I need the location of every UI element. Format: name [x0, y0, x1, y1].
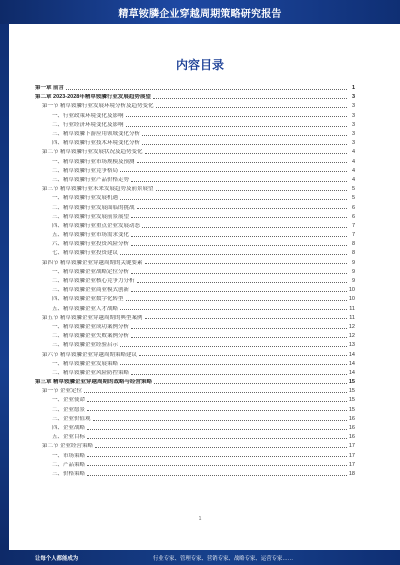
toc-page-number: 15 — [348, 406, 355, 413]
toc-dot-leader — [87, 429, 347, 430]
toc-dot-leader — [142, 144, 347, 145]
toc-entry[interactable] — [35, 459, 355, 468]
toc-entry[interactable] — [35, 348, 355, 357]
toc-page-number: 4 — [351, 176, 355, 183]
toc-entry-label: 一、企业使命 — [52, 397, 86, 404]
toc-entry-label: 二、精草铵膦行业竞争格局 — [52, 167, 119, 174]
toc-dot-leader — [145, 263, 347, 264]
toc-dot-leader — [120, 364, 347, 365]
toc-entry[interactable] — [35, 266, 355, 275]
toc-entry[interactable] — [35, 211, 355, 220]
toc-entry[interactable] — [35, 192, 355, 201]
toc-page-number: 1 — [351, 85, 355, 92]
toc-entry[interactable] — [35, 174, 355, 183]
toc-entry-label: 五、精草铵膦行业市场需求变化 — [52, 232, 130, 239]
toc-dot-leader — [142, 227, 347, 228]
toc-entry[interactable] — [35, 450, 355, 459]
toc-entry-label: 二、精草铵膦企业失败案例分析 — [52, 333, 130, 340]
toc-page-number: 15 — [348, 379, 355, 386]
toc-dot-leader — [120, 254, 347, 255]
toc-dot-leader — [87, 401, 347, 402]
toc-dot-leader — [131, 337, 347, 338]
toc-page-number: 8 — [351, 241, 355, 248]
toc-entry[interactable] — [35, 376, 355, 385]
toc-dot-leader — [131, 236, 347, 237]
toc-entry-label: 第六节 精草铵膦企业穿越周期策略建议 — [42, 351, 138, 358]
toc-dot-leader — [120, 346, 347, 347]
toc-entry[interactable] — [35, 385, 355, 394]
toc-page-number: 14 — [348, 351, 355, 358]
toc-entry[interactable] — [35, 165, 355, 174]
toc-dot-leader — [66, 89, 347, 90]
toc-dot-leader — [137, 208, 347, 209]
toc-page-number: 16 — [348, 415, 355, 422]
toc-entry[interactable] — [35, 238, 355, 247]
toc-dot-leader — [131, 217, 347, 218]
toc-dot-leader — [87, 438, 347, 439]
toc-entry-label: 第一节 企业定位 — [42, 388, 83, 395]
toc-entry-label: 一、精草铵膦企业战略定位分析 — [52, 268, 130, 275]
toc-page-number: 17 — [348, 452, 355, 459]
toc-page-number: 9 — [351, 268, 355, 275]
toc-entry-label: 一、行业政策环境变化及影响 — [52, 112, 124, 119]
toc-entry-label: 三、精草铵膦企业经验启示 — [52, 342, 119, 349]
toc-entry-label: 四、精草铵膦企业数字化转型 — [52, 296, 124, 303]
toc-page-number: 11 — [349, 314, 355, 321]
toc-page-number: 6 — [351, 213, 355, 220]
toc-entry[interactable] — [35, 431, 355, 440]
report-header — [0, 0, 400, 24]
table-of-contents — [35, 82, 355, 477]
toc-entry[interactable] — [35, 82, 355, 91]
toc-entry[interactable] — [35, 137, 355, 146]
toc-entry-label: 二、企业愿景 — [52, 406, 86, 413]
toc-entry-label: 二、产品策略 — [52, 461, 86, 468]
toc-entry[interactable] — [35, 128, 355, 137]
toc-page-number: 4 — [351, 158, 355, 165]
toc-entry[interactable] — [35, 468, 355, 477]
toc-entry[interactable] — [35, 321, 355, 330]
toc-page-number: 15 — [348, 388, 355, 395]
toc-entry-label: 第三章 精草铵膦企业穿越周期的战略与经营策略 — [35, 379, 153, 386]
toc-entry[interactable] — [35, 293, 355, 302]
toc-entry-label: 三、精草铵膦企业商业模式创新 — [52, 287, 130, 294]
toc-entry-label: 二、精草铵膦企业核心竞争力分析 — [52, 278, 135, 285]
toc-dot-leader — [126, 300, 347, 301]
toc-dot-leader — [153, 98, 347, 99]
toc-dot-leader — [95, 447, 347, 448]
toc-page-number: 7 — [351, 222, 355, 229]
toc-page-number: 5 — [351, 195, 355, 202]
footer-right-text: 行业专家、管理专家、营销专家、战略专家、运营专家…… — [153, 555, 294, 562]
toc-entry-label: 第一节 精草铵膦行业发展环境分析及趋势变化 — [42, 103, 154, 110]
toc-page-number: 4 — [351, 167, 355, 174]
toc-entry-label: 二、精草铵膦企业风险防控策略 — [52, 369, 130, 376]
toc-entry-label: 三、企业价值观 — [52, 415, 91, 422]
toc-entry[interactable] — [35, 440, 355, 449]
toc-entry[interactable] — [35, 312, 355, 321]
toc-entry-label: 一、精草铵膦企业发展策略 — [52, 360, 119, 367]
toc-page-number: 8 — [351, 250, 355, 257]
toc-entry[interactable] — [35, 156, 355, 165]
toc-page-number: 5 — [351, 186, 355, 193]
toc-page-number: 3 — [351, 140, 355, 147]
report-footer — [0, 550, 400, 565]
toc-entry[interactable] — [35, 284, 355, 293]
toc-dot-leader — [84, 392, 347, 393]
toc-entry-label: 第二章 2023-2028年精草铵膦行业发展趋势展望 — [35, 94, 151, 101]
toc-entry[interactable] — [35, 404, 355, 413]
toc-page-number: 16 — [348, 434, 355, 441]
toc-entry-label: 二、行业经济环境变化及影响 — [52, 121, 124, 128]
toc-entry[interactable] — [35, 330, 355, 339]
toc-dot-leader — [137, 162, 347, 163]
toc-entry-label: 一、精草铵膦行业市场规模及预测 — [52, 158, 135, 165]
toc-dot-leader — [156, 107, 347, 108]
toc-entry-label: 一、精草铵膦行业发展机遇 — [52, 195, 119, 202]
toc-page-number: 3 — [351, 94, 355, 101]
toc-dot-leader — [87, 465, 347, 466]
toc-dot-leader — [131, 374, 347, 375]
toc-entry-label: 三、精草铵膦下游应用领域变化分析 — [52, 131, 141, 138]
toc-dot-leader — [126, 126, 347, 127]
toc-entry-label: 第四节 精草铵膦企业穿越周期的关键要素 — [42, 259, 143, 266]
toc-entry[interactable] — [35, 146, 355, 155]
toc-entry[interactable] — [35, 358, 355, 367]
toc-page-number: 13 — [348, 342, 355, 349]
toc-entry-label: 二、精草铵膦行业发展面临的挑战 — [52, 204, 135, 211]
toc-dot-leader — [156, 190, 347, 191]
toc-title: 内容目录 — [175, 58, 224, 72]
toc-entry-label: 三、精草铵膦行业产品价格走势 — [52, 176, 130, 183]
toc-dot-leader — [145, 318, 347, 319]
toc-dot-leader — [131, 181, 347, 182]
toc-dot-leader — [87, 456, 347, 457]
toc-dot-leader — [131, 328, 347, 329]
toc-entry[interactable] — [35, 394, 355, 403]
toc-page-number: 18 — [348, 470, 355, 477]
toc-dot-leader — [93, 420, 347, 421]
toc-entry-label: 六、精草铵膦行业投资风险分析 — [52, 241, 130, 248]
toc-entry[interactable] — [35, 275, 355, 284]
toc-entry[interactable] — [35, 367, 355, 376]
toc-dot-leader — [87, 475, 347, 476]
toc-entry-label: 七、精草铵膦行业投资建议 — [52, 250, 119, 257]
toc-page-number: 14 — [348, 369, 355, 376]
toc-entry[interactable] — [35, 100, 355, 109]
toc-page-number: 15 — [348, 397, 355, 404]
toc-dot-leader — [120, 309, 347, 310]
toc-dot-leader — [139, 355, 347, 356]
toc-page-number: 3 — [351, 121, 355, 128]
toc-entry-label: 四、企业战略 — [52, 425, 86, 432]
toc-dot-leader — [137, 282, 347, 283]
toc-entry-label: 一、精草铵膦企业成功案例分析 — [52, 323, 130, 330]
toc-entry-label: 一、市场策略 — [52, 452, 86, 459]
toc-entry-label: 第二节 企业经营策略 — [42, 443, 94, 450]
toc-entry[interactable] — [35, 303, 355, 312]
toc-page-number: 10 — [348, 287, 355, 294]
toc-entry-label: 四、精草铵膦行业技术环境变化分析 — [52, 140, 141, 147]
toc-entry[interactable] — [35, 339, 355, 348]
toc-entry[interactable] — [35, 229, 355, 238]
toc-page-number: 14 — [348, 360, 355, 367]
page-number: 1 — [198, 516, 202, 522]
toc-dot-leader — [145, 153, 347, 154]
toc-entry-label: 五、精草铵膦企业人才战略 — [52, 305, 119, 312]
toc-entry[interactable] — [35, 257, 355, 266]
toc-entry-label: 五、企业目标 — [52, 434, 86, 441]
toc-entry[interactable] — [35, 110, 355, 119]
report-title: 精草铵膦企业穿越周期策略研究报告 — [118, 8, 282, 20]
toc-entry[interactable] — [35, 119, 355, 128]
left-blue-rail — [0, 24, 9, 550]
toc-entry[interactable] — [35, 247, 355, 256]
toc-page-number: 16 — [348, 425, 355, 432]
toc-entry[interactable] — [35, 220, 355, 229]
toc-entry-label: 第三节 精草铵膦行业未来发展趋势及前景展望 — [42, 186, 154, 193]
toc-page-number: 3 — [351, 131, 355, 138]
toc-page-number: 6 — [351, 204, 355, 211]
footer-left-text: 让每个人都能成为 — [35, 555, 79, 562]
toc-page-number: 4 — [351, 149, 355, 156]
toc-dot-leader — [131, 245, 347, 246]
toc-dot-leader — [131, 273, 347, 274]
toc-dot-leader — [126, 116, 347, 117]
toc-page-number: 9 — [351, 278, 355, 285]
toc-entry-label: 第二节 精草铵膦行业发展状况及趋势变化 — [42, 149, 143, 156]
toc-entry-label: 三、价格策略 — [52, 470, 86, 477]
toc-entry-label: 四、精草铵膦行业重点企业发展动态 — [52, 222, 141, 229]
toc-dot-leader — [142, 135, 347, 136]
toc-page-number: 3 — [351, 103, 355, 110]
toc-page-number: 11 — [349, 305, 355, 312]
toc-entry-label: 第五节 精草铵膦企业穿越周期的典型案例 — [42, 314, 143, 321]
toc-page-number: 17 — [348, 443, 355, 450]
toc-dot-leader — [120, 199, 347, 200]
toc-page-number: 12 — [348, 333, 355, 340]
toc-dot-leader — [87, 410, 347, 411]
toc-entry[interactable] — [35, 422, 355, 431]
toc-entry[interactable] — [35, 413, 355, 422]
toc-dot-leader — [131, 291, 347, 292]
toc-page-number: 10 — [348, 296, 355, 303]
toc-page-number: 7 — [351, 232, 355, 239]
toc-page-number: 3 — [351, 112, 355, 119]
toc-page-number: 9 — [351, 259, 355, 266]
toc-entry[interactable] — [35, 91, 355, 100]
toc-entry-label: 三、精草铵膦行业发展前景展望 — [52, 213, 130, 220]
toc-page-number: 17 — [348, 461, 355, 468]
toc-entry-label: 第一章 前言 — [35, 85, 65, 92]
toc-dot-leader — [154, 383, 347, 384]
toc-dot-leader — [120, 171, 347, 172]
toc-entry[interactable] — [35, 201, 355, 210]
toc-entry[interactable] — [35, 183, 355, 192]
toc-page-number: 12 — [348, 323, 355, 330]
